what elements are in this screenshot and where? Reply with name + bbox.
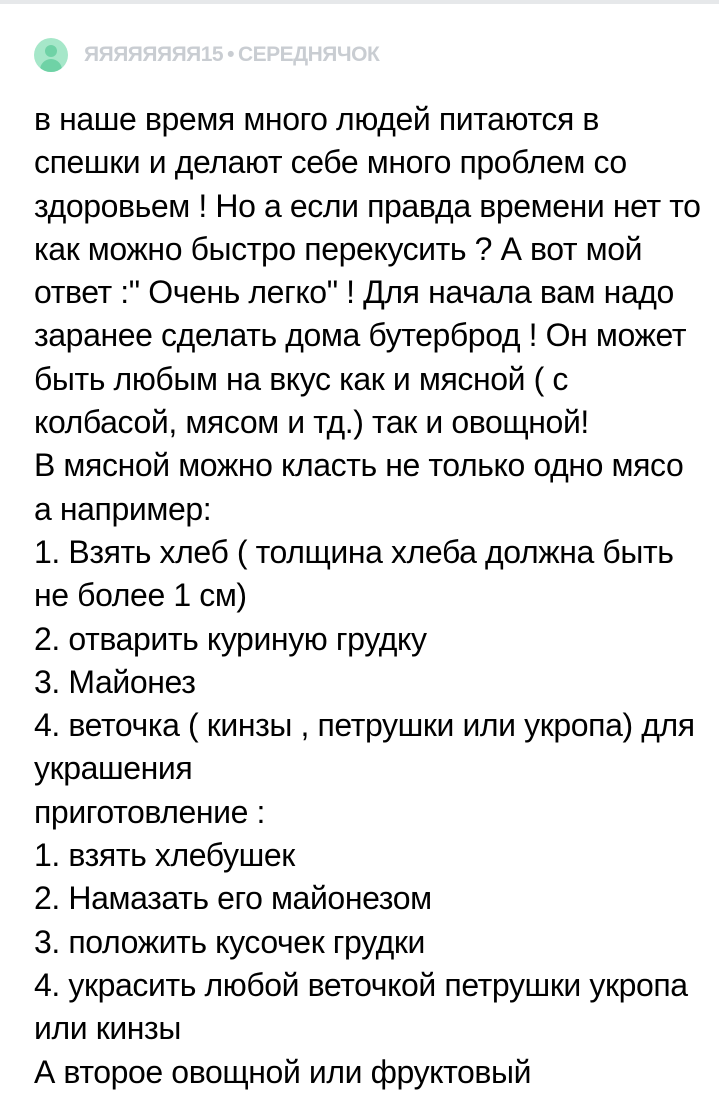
author-rank: СЕРЕДНЯЧОК [237, 43, 380, 66]
top-divider [0, 0, 719, 4]
avatar-head-shape [45, 45, 57, 57]
user-avatar-icon[interactable] [34, 38, 68, 72]
answer-author [34, 38, 379, 72]
avatar-body-shape [40, 59, 62, 72]
author-meta [84, 43, 379, 67]
answer-body: в наше время много людей питаются в спешки и делают себе много проблем со здоровьем ! Но а если правда времени нет то как можно быстро перекусить ? А вот мой ответ :" Очень легко" ! Для начала вам надо заранее сделать дома бутерброд ! Он может быть любым на вкус как и мясной ( с колбасой, мясом и тд.) так и овощной! В мясной можно класть не только одно мясо а например: 1. Взять хлеб ( толщина хлеба должна быть не более 1 см) 2. отварить куриную грудку 3. Майонез 4. веточка ( кинзы , петрушки или укропа) для украшения приготовление : 1. взять хлебушек 2. Намазать его майонезом 3. положить кусочек грудки 4. украсить любой веточкой петрушки укропа или кинзы А второе овощной или фруктовый [34, 101, 701, 1090]
author-separator: • [227, 43, 234, 66]
author-username[interactable]: ЯЯЯЯЯЯЯЯ15 [84, 43, 224, 66]
